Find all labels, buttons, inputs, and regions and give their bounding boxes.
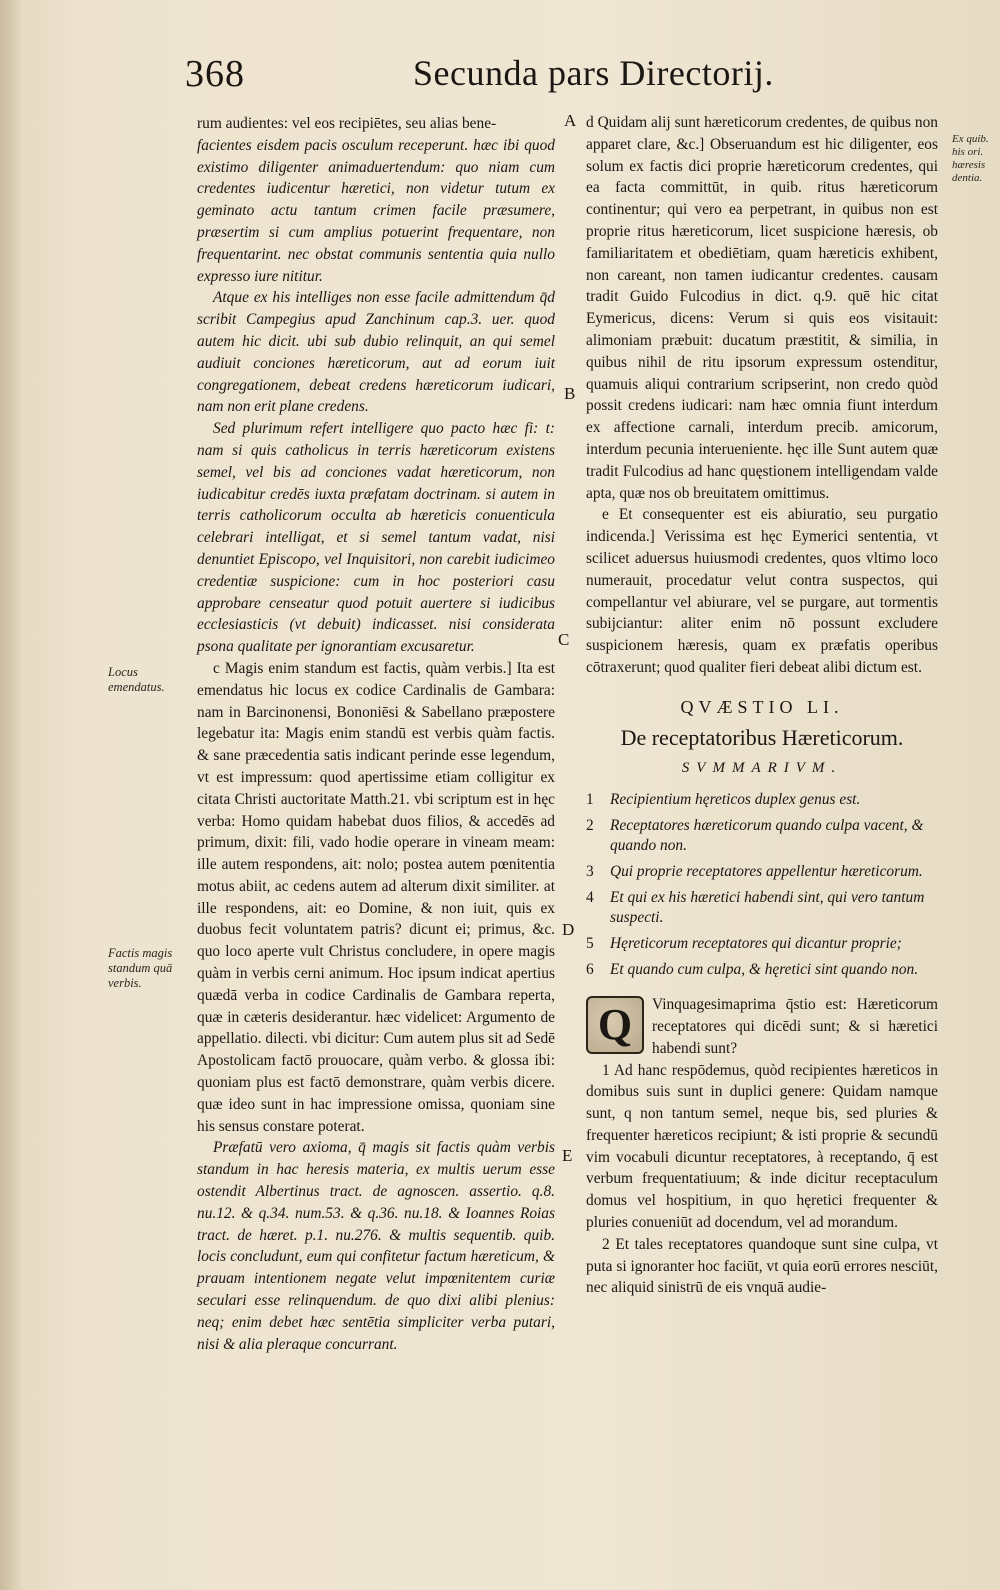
margin-note-locus: Locus emendatus. (108, 665, 165, 694)
section-letter-e: E (562, 1146, 573, 1165)
summary-text: Qui proprie receptatores appellentur hæreticorum. (610, 863, 923, 881)
left-paragraph: facientes eisdem pacis osculum receperunt. hæc ibi quod existimo diligenter animaduertendum: quo niam cum credentes iudicentur hæretici, non videtur tutum ex geminato actu tantum crimen facile præsumere, præsertim si cum amplius potuerint frequentare, non frequentarint. nec obstat communis sententia quia nullo expresso iure nititur. (197, 136, 555, 285)
body-paragraph: Vinquagesimaprima q̄stio est: Hæreticorum receptatores qui dicēdi sunt; & si hæretici habendi sunt? (652, 996, 938, 1057)
summary-number: 6 (586, 961, 594, 979)
summary-text: Recipientium hęreticos duplex genus est. (610, 791, 861, 809)
summary-title: SVMMARIVM. (681, 760, 843, 777)
summary-number: 2 (586, 817, 594, 835)
summary-text: Hęreticorum receptatores qui dicantur proprie; (610, 935, 902, 953)
right-column (586, 112, 938, 1299)
left-column (197, 113, 555, 1355)
section-letter-d: D (562, 920, 575, 939)
margin-note-right: Ex quib. his ori. hæresis dentia. (952, 133, 989, 184)
left-paragraph: Atque ex his intelliges non esse facile admittendum q̄d scribit Campegius apud Zanchinum cap.3. uer. quod autem hic dicit. ubi sub dubio relinquit, an qui semel audiuit conciones hæreticorum, aut ad eorum iuit congregationem, debeat credens hæreticorum iudicari, nam non erit plane credens. (197, 289, 555, 416)
section-letter-c: C (558, 630, 570, 649)
summary-text: Receptatores hæreticorum quando culpa vacent, & quando non. (610, 817, 924, 855)
summary-number: 4 (586, 889, 594, 907)
right-paragraph: e Et consequenter est eis abiuratio, seu purgatio indicenda.] Verissima est hęc Eymerici sententia, vt scilicet aduersus huiusmodi credentes, quos vltimo loco numerauit, procedatur velut contra suspectos, qui compellantur vel abiurare, vel se purgare, aut tormentis subijciantur: aliter enim nō possunt excludere suspicionem hæresis, quam ex præfatis operibus cōtraxerunt; quod qualiter fieri debeat alibi dictum est. (586, 506, 938, 676)
summary-item (586, 790, 938, 810)
summary-number: 3 (586, 863, 594, 881)
left-paragraph: rum audientes: vel eos recipiētes, seu alias bene- (197, 115, 497, 132)
section-letter-a: A (564, 111, 577, 130)
body-paragraph: 1 Ad hanc respōdemus, quòd recipientes hæreticos in domibus suis sunt in duplici genere: Quidam namque sunt, q non tantum semel, neque bis, sed pluries & frequenter hæreticos recipiunt; & isti proprie & secundū vim vocabuli dicuntur receptatores, à receptando, q̄ est verbum frequentatiuum; & inde dicitur receptaculum domus vel hospitium, in quo hęretici frequenter & pluries conueniūt ad docendum, vel ad morandum. (586, 1061, 938, 1232)
left-paragraph: Sed plurimum refert intelligere quo pacto hæc fi: t: nam si quis catholicus in terris hæreticorum existens semel, vel bis ad conciones vadat hæreticorum, non iudicabitur credēs iuxta præfatam doctrinam. si autem in terris catholicorum occulta ab hæreticis conuenticula celebrari intelligat, et si semel tantum vadat, nisi denuntiet Episcopo, vel Inquisitori, non carebit iudicimeo credentiæ suspicione: cum in hoc posteriori casu approbare censeatur quod potuit auertere si iudicibus ecclesiasticis (vt debuit) indicasset. nisi considerata psona qualitate per ignorantiam excusaretur. (197, 420, 555, 656)
right-paragraph: d Quidam alij sunt hæreticorum credentes, de quibus non apparet clare, &c.] Obseruandum est hic diligenter, eos solum ex factis dici proprie hæreticorum credentes, qui ea facta committūt, in quib. ritus hæreticorum continentur; qui vero ea perpetrant, in quibus non est proprie ritus hæreticorum, licet suspicione hæresis, ob familiaritatem et obediētiam, quam hæreticis exhibent, non careant, non tamen iudicantur credentes. causam tradit Guido Fulcodius in dict. q.9. quē hic citat Eymericus, dicens: Verum si quis eos visitauit: alimoniam præbuit: ducatum præstitit, & similia, in quibus nihil de ritu ipsorum expressum ostenditur, quamuis aliqui contrarium scripserint, non credo quòd possit credens iudicari: nam hæc omnia fiunt interdum ex affectione carnali, interdum precib. amicorum, interdum pecunia interueniente. hęc ille Sunt autem quæ tradit Fulcodius ad hanc quęstionem intelligendam valde apta, quæ nos ob breuitatem omittimus. (586, 114, 938, 502)
page-header (185, 52, 905, 106)
left-paragraph: Præfatū vero axioma, q̄ magis sit factis quàm verbis standum in hac heresis materia, ex multis uerum esse ostendit Albertinus tract. de agnoscen. assertio. q.8. nu.12. & q.34. num.53. & q.36. nu.18. & Ioannes Roias tract. de hæret. p.1. nu.276. & multis sequentib. quib. locis concludunt, eum qui confitetur factum hæreticum, & prauam intentionem negate velut impœnitentem curiæ seculari esse relinquendum. de quo dixi alibi plenius: neq; enim debet hæc sentētia simpliciter verba putari, nisi & alia pleraque concurrant. (197, 1139, 555, 1353)
summary-item (586, 862, 938, 882)
summary-number: 1 (586, 791, 594, 809)
body-paragraph: 2 Et tales receptatores quandoque sunt sine culpa, vt puta si ignoranter hoc faciūt, vt quia eorū errores nesciūt, nec aliquid sinistrū de eis vnquā audie- (586, 1235, 938, 1297)
left-paragraph: c Magis enim standum est factis, quàm verbis.] Ita est emendatus hic locus ex codice Cardinalis de Gambara: nam in Barcinonensi, Bononiēsi & Sabellano præpostere legebatur ita: Magis enim standū est verbis quàm factis. & sane præcedentia satis indicant perinde esse legendum, vt est impressum: quod apertissime etiam colligitur ex citata Christi auctoritate Matth.21. vbi scriptum est in hęc verba: Homo quidam habebat duos filios, & accedēs ad primum, dixit: fili, vado hodie operare in vineam meam: ille autem respondens, ait: nolo; postea autem pœnitentia motus abiit, ac cedens autem ad alterum dixit similiter. at ille respondens, ait: eo Domine, & non iuit, quis ex duobus fecit voluntatem patris? dicunt ei; primus, &c. quo loco aperte vult Christus concludere, in opere magis quàm in verbis cerni animum. Hoc ipsum indicat apertius quædā verba in codice Cardinalis de Gambara reperta, quæ in cæteris desiderantur. hæc videlicet: Argumento de appellatio. dilecti. vbi dicitur: Cum autem plus sit ad Sedē Apostolicam factō prouocare, quàm verbo. & glossa ibi: quoniam plus est factō demonstrare, quàm verbis dicere. quæ ideo sunt in hac impressione omissa, quoniam sine his sensus constare poterat. (197, 659, 555, 1135)
summary-text: Et qui ex his hæretici habendi sint, qui vero tantum suspecti. (610, 889, 925, 927)
question-body (586, 994, 938, 1299)
summary-list (586, 790, 938, 980)
question-heading: De receptatoribus Hæreticorum. (620, 724, 904, 750)
summary-item (586, 888, 938, 928)
summary-item (586, 960, 938, 980)
page-number: 368 (185, 53, 245, 95)
margin-note-factis: Factis magis standum quā verbis. (108, 946, 173, 990)
summary-item (586, 934, 938, 954)
summary-text: Et quando cum culpa, & hęretici sint quando non. (610, 961, 919, 979)
question-label: QVÆSTIO LI. (680, 696, 844, 717)
summary-item (586, 816, 938, 856)
section-letter-b: B (564, 384, 576, 403)
page-gutter-shadow (0, 0, 22, 1590)
running-title: Secunda pars Directorij. (413, 53, 774, 93)
summary-number: 5 (586, 935, 594, 953)
drop-cap-initial: Q (586, 996, 644, 1054)
